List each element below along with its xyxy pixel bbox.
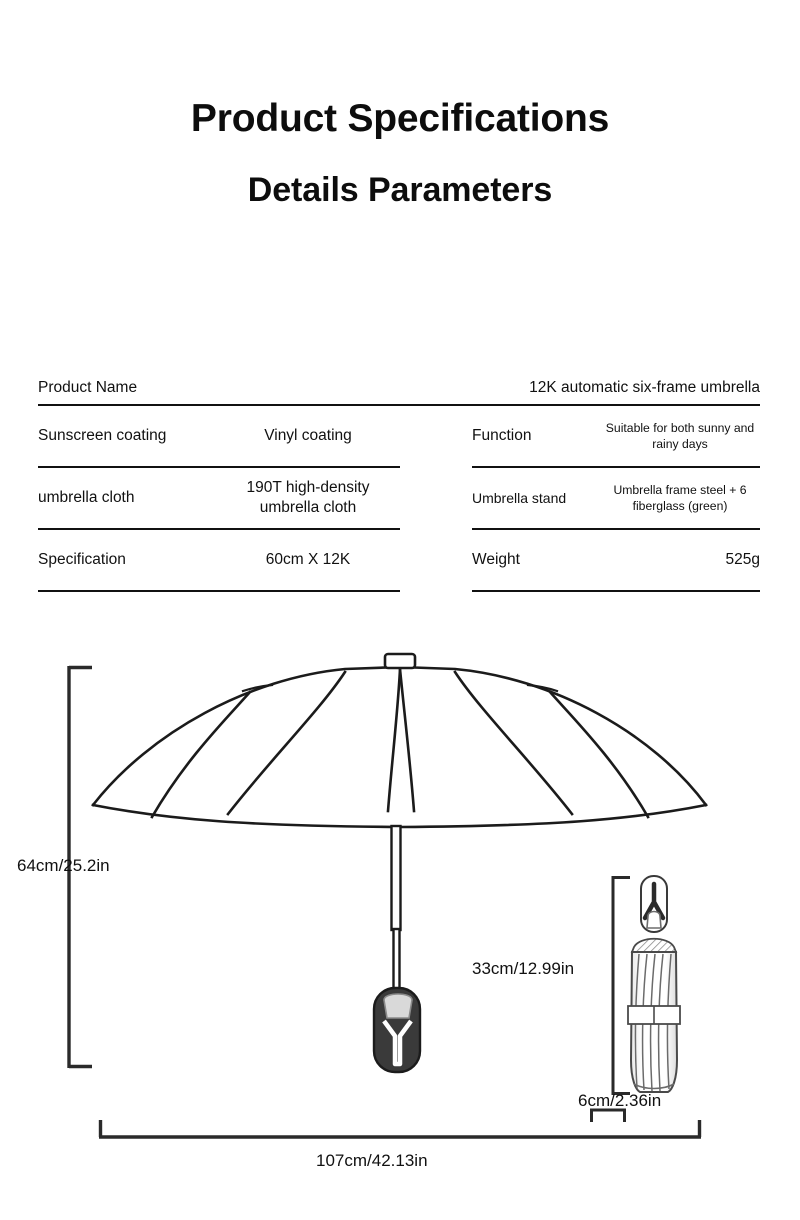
dimension-bracket-open-width bbox=[99, 1120, 701, 1137]
row-label-weight: Weight bbox=[472, 550, 520, 568]
dimension-bracket-folded-height bbox=[613, 876, 630, 1095]
table-row bbox=[472, 530, 760, 592]
row-value-specification: 60cm X 12K bbox=[265, 550, 351, 568]
product-dimension-illustration bbox=[0, 640, 800, 1220]
row-value-umbrella-cloth: 190T high-density umbrella cloth bbox=[246, 478, 370, 516]
row-label-umbrella-cloth: umbrella cloth bbox=[38, 488, 135, 506]
row-label-product-name: Product Name bbox=[38, 378, 138, 396]
row-label-function: Function bbox=[472, 426, 532, 444]
table-row bbox=[38, 406, 400, 468]
table-row-product-name bbox=[38, 362, 760, 406]
page-title bbox=[0, 96, 800, 211]
table-columns bbox=[38, 406, 760, 592]
table-row bbox=[38, 468, 400, 530]
row-label-specification: Specification bbox=[38, 550, 126, 568]
open-umbrella-drawing bbox=[93, 667, 706, 827]
table-column-left bbox=[38, 406, 400, 592]
umbrella-finial bbox=[385, 654, 415, 668]
dimension-label-folded-width: 6cm/2.36in bbox=[578, 1091, 662, 1110]
page-title-sub: Details Parameters bbox=[247, 171, 553, 210]
dimension-label-open-height: 64cm/25.2in bbox=[17, 856, 110, 875]
page-title-main: Product Specifications bbox=[190, 97, 610, 140]
row-value-weight: 525g bbox=[725, 550, 760, 568]
umbrella-handle bbox=[374, 988, 420, 1072]
table-row bbox=[38, 530, 400, 592]
row-label-umbrella-stand: Umbrella stand bbox=[472, 489, 567, 506]
row-value-function: Suitable for both sunny and rainy days bbox=[605, 420, 755, 451]
table-row bbox=[472, 468, 760, 530]
umbrella-shaft bbox=[392, 826, 401, 990]
row-value-sunscreen-coating: Vinyl coating bbox=[264, 426, 352, 444]
dimension-label-folded-height: 33cm/12.99in bbox=[472, 959, 575, 978]
row-value-umbrella-stand: Umbrella frame steel + 6 fiberglass (green) bbox=[613, 482, 747, 513]
folded-umbrella-drawing bbox=[628, 876, 680, 1092]
specifications-table bbox=[38, 362, 760, 592]
dimension-bracket-folded-width bbox=[590, 1110, 626, 1122]
table-column-right bbox=[472, 406, 760, 592]
dimension-label-open-width: 107cm/42.13in bbox=[316, 1151, 428, 1170]
row-label-sunscreen-coating: Sunscreen coating bbox=[38, 426, 167, 444]
table-row bbox=[472, 406, 760, 468]
row-value-product-name: 12K automatic six-frame umbrella bbox=[529, 378, 760, 396]
